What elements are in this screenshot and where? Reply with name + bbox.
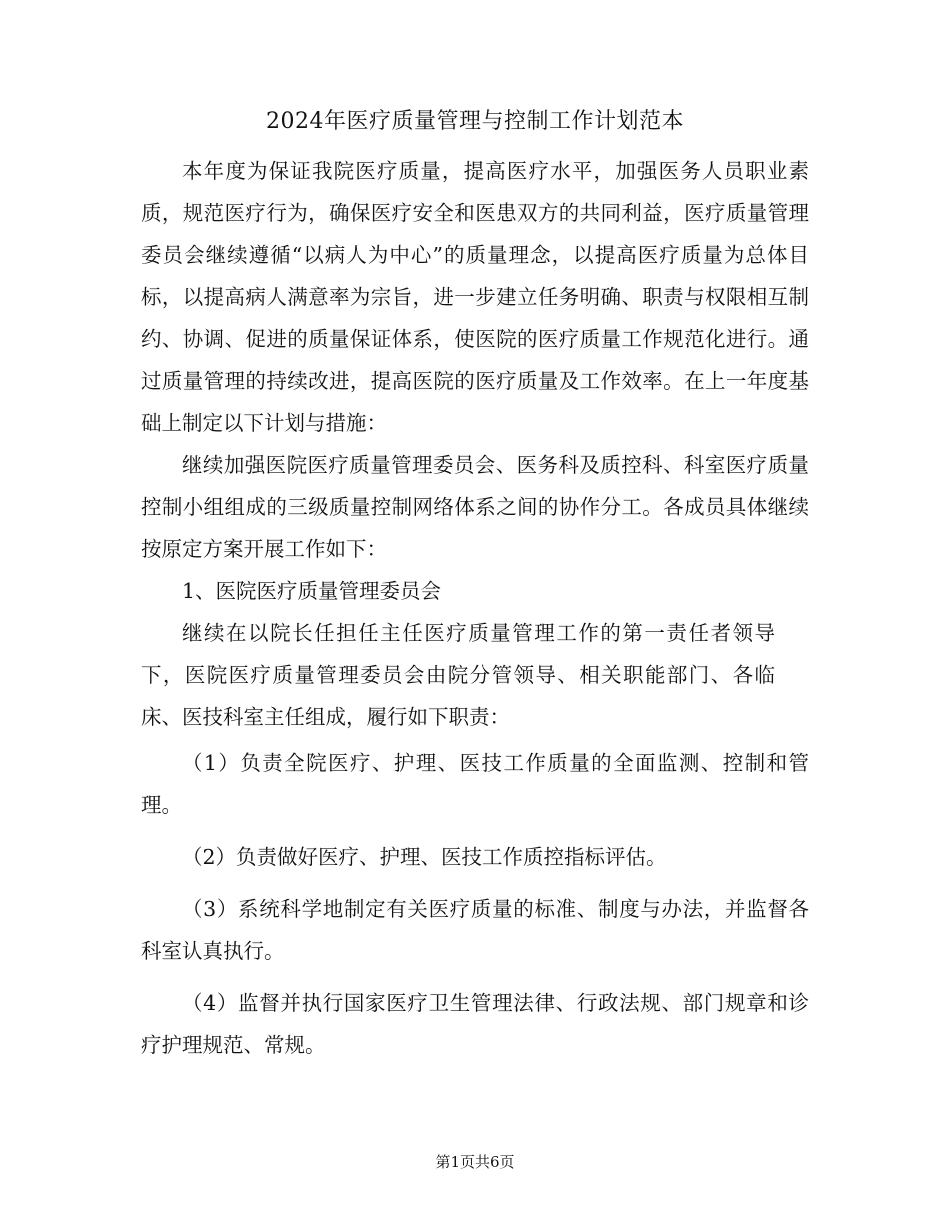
duty-item-4: （4）监督并执行国家医疗卫生管理法律、行政法规、部门规章和诊疗护理规范、常规。 — [141, 991, 809, 1057]
document-body — [141, 150, 809, 738]
section-heading-committee: 1、医院医疗质量管理委员会 — [182, 579, 442, 603]
paragraph-intro: 本年度为保证我院医疗质量，提高医疗水平，加强医务人员职业素质，规范医疗行为，确保医疗安全和医患双方的共同利益，医疗质量管理委员会继续遵循“以病人为中心”的质量理念，以提高医疗质量为总体目标，以提高病人满意率为宗旨，进一步建立任务明确、职责与权限相互制约、协调、促进的质量保证体系，使医院的医疗质量工作规范化进行。通过质量管理的持续改进，提高医院的医疗质量及工作效率。在上一年度基础上制定以下计划与措施： — [141, 159, 809, 435]
duty-item-1: （1）负责全院医疗、护理、医技工作质量的全面监测、控制和管理。 — [141, 751, 809, 817]
document-title: 2024年医疗质量管理与控制工作计划范本 — [266, 109, 684, 134]
page-number: 第1页共6页 — [435, 1153, 515, 1171]
duty-item-3: （3）系统科学地制定有关医疗质量的标准、制度与办法，并监督各科室认真执行。 — [141, 897, 809, 963]
duties-list — [141, 742, 809, 1066]
paragraph-committee: 继续在以院长任担任主任医疗质量管理工作的第一责任者领导下，医院医疗质量管理委员会由院分管领导、相关职能部门、各临床、医技科室主任组成，履行如下职责： — [141, 621, 775, 729]
paragraph-network: 继续加强医院医疗质量管理委员会、医务科及质控科、科室医疗质量控制小组组成的三级质量控制网络体系之间的协作分工。各成员具体继续按原定方案开展工作如下： — [141, 453, 809, 561]
duty-item-2: （2）负责做好医疗、护理、医技工作质控指标评估。 — [182, 845, 667, 869]
